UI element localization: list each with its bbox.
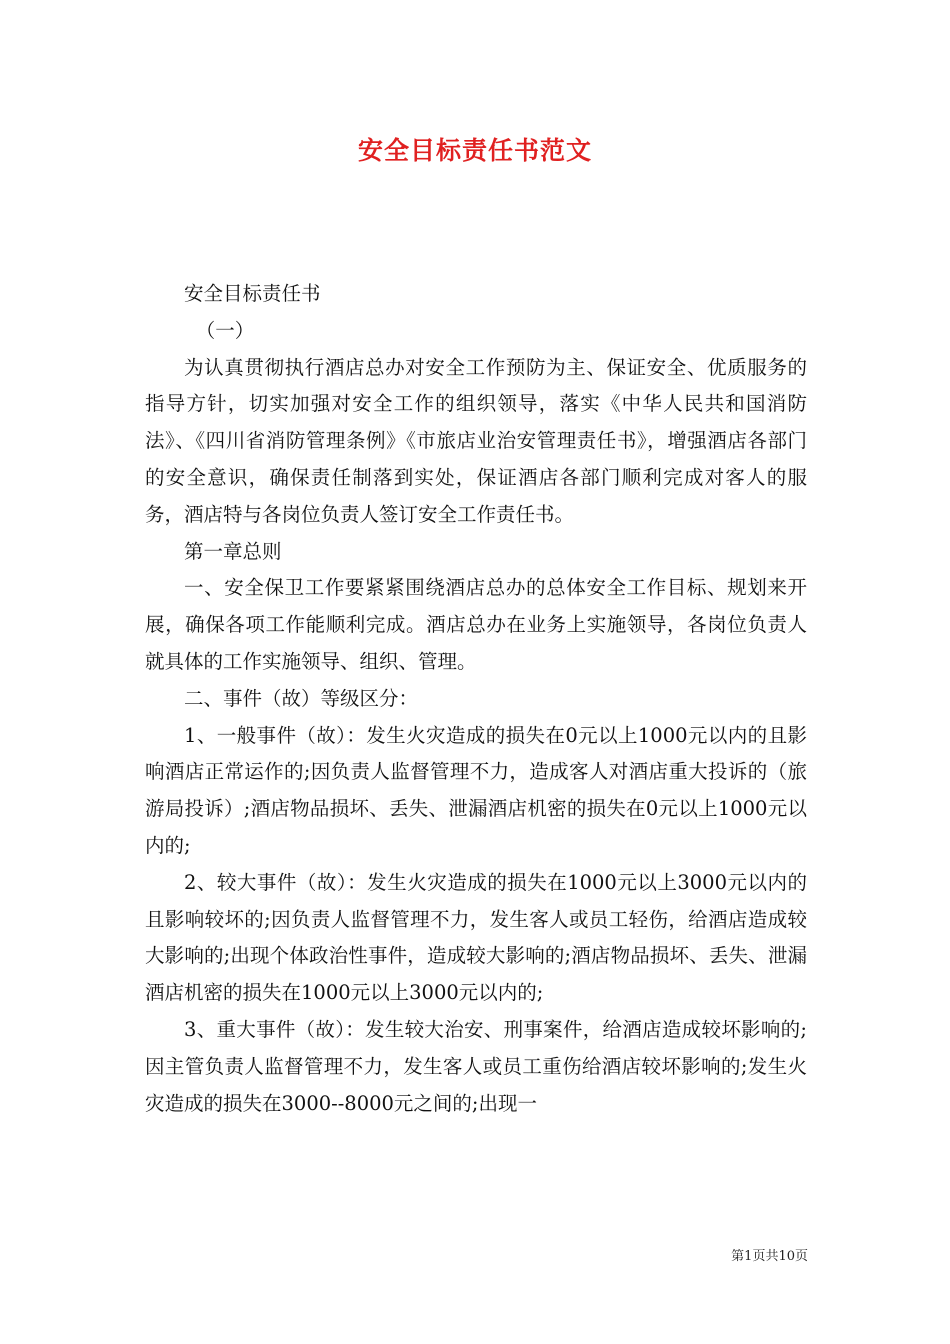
- section-heading: 安全目标责任书: [184, 282, 321, 305]
- chapter-heading: 第一章总则: [184, 539, 282, 563]
- level-1-paragraph: 1、一般事件（故）：发生火灾造成的损失在0元以上1000元以内的且影响酒店正常运作的;因负责人监督管理不力，造成客人对酒店重大投诉的（旅游局投诉）;酒店物品损坏、丢失、泄漏酒店机密的损失在0元以上1000元以内的;: [145, 723, 807, 857]
- intro-paragraph: 为认真贯彻执行酒店总办对安全工作预防为主、保证安全、优质服务的指导方针，切实加强对安全工作的组织领导，落实《中华人民共和国消防法》、《四川省消防管理条例》《市旅店业治安管理责任书》，增强酒店各部门的安全意识，确保责任制落到实处，保证酒店各部门顺利完成对客人的服务，酒店特与各岗位负责人签订安全工作责任书。: [145, 355, 807, 526]
- level-3-paragraph: 3、重大事件（故）：发生较大治安、刑事案件，给酒店造成较坏影响的;因主管负责人监督管理不力，发生客人或员工重伤给酒店较坏影响的;发生火灾造成的损失在3000--8000元之间的;出现一: [145, 1017, 807, 1115]
- document-title: 安全目标责任书范文: [357, 136, 592, 165]
- level-2-paragraph: 2、较大事件（故）：发生火灾造成的损失在1000元以上3000元以内的且影响较坏的;因负责人监督管理不力，发生客人或员工轻伤，给酒店造成较大影响的;出现个体政治性事件，造成较大影响的;酒店物品损坏、丢失、泄漏酒店机密的损失在1000元以上3000元以内的;: [145, 870, 807, 1005]
- article-2: 二、事件（故）等级区分：: [184, 686, 419, 710]
- document-body: [145, 276, 807, 1122]
- article-1: 一、安全保卫工作要紧紧围绕酒店总办的总体安全工作目标、规划来开展，确保各项工作能顺利完成。酒店总办在业务上实施领导，各岗位负责人就具体的工作实施领导、组织、管理。: [145, 576, 807, 673]
- page-number: 第1页共10页: [731, 1249, 808, 1264]
- section-number: （一）: [195, 318, 255, 342]
